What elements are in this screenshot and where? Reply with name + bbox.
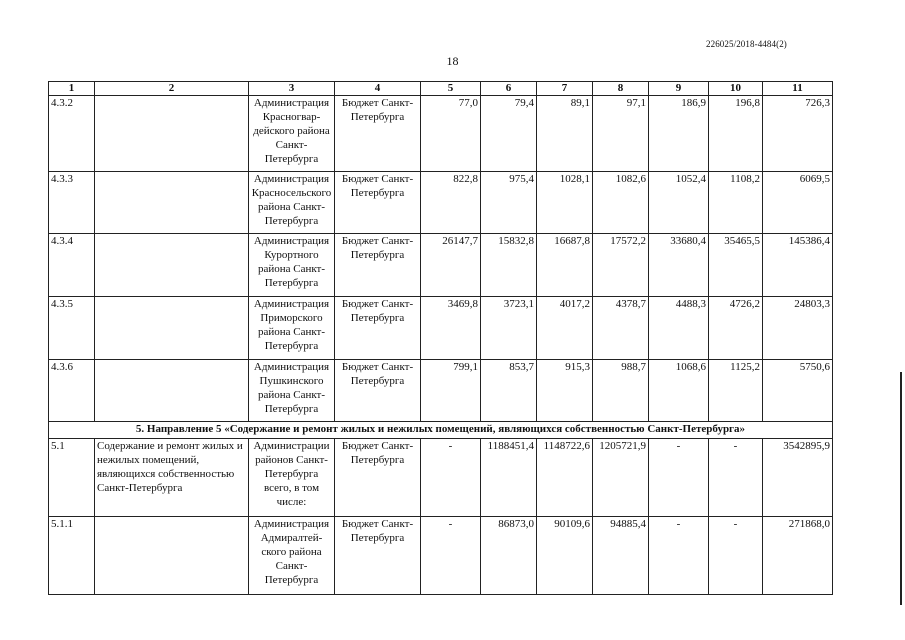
cell-value: 4017,2	[537, 297, 593, 360]
row-executor: Администрация Курортного района Санкт-Петербурга	[249, 234, 335, 297]
cell-value: 1068,6	[649, 360, 709, 422]
cell-value: 799,1	[421, 360, 481, 422]
header-cell: 2	[95, 82, 249, 96]
row-number: 4.3.4	[49, 234, 95, 297]
cell-value: 1205721,9	[593, 439, 649, 517]
table-row	[49, 517, 833, 595]
cell-value: 86873,0	[481, 517, 537, 595]
cell-value: -	[421, 439, 481, 517]
cell-value: 6069,5	[763, 172, 833, 234]
row-source: Бюджет Санкт-Петербурга	[335, 172, 421, 234]
row-source: Бюджет Санкт-Петербурга	[335, 297, 421, 360]
header-cell: 7	[537, 82, 593, 96]
row-executor: Администрация Красногвар-дейского района Санкт-Петербурга	[249, 96, 335, 172]
header-cell: 3	[249, 82, 335, 96]
row-number: 4.3.3	[49, 172, 95, 234]
row-source: Бюджет Санкт-Петербурга	[335, 517, 421, 595]
scan-edge-line	[900, 372, 902, 605]
row-description	[95, 360, 249, 422]
cell-value: -	[421, 517, 481, 595]
row-number: 5.1.1	[49, 517, 95, 595]
row-source: Бюджет Санкт-Петербурга	[335, 439, 421, 517]
cell-value: 853,7	[481, 360, 537, 422]
cell-value: 24803,3	[763, 297, 833, 360]
cell-value: 90109,6	[537, 517, 593, 595]
header-cell: 8	[593, 82, 649, 96]
cell-value: 975,4	[481, 172, 537, 234]
row-executor: Администрация Красносельского района Санкт-Петербурга	[249, 172, 335, 234]
cell-value: -	[649, 439, 709, 517]
cell-value: 5750,6	[763, 360, 833, 422]
cell-value: 726,3	[763, 96, 833, 172]
cell-value: 1148722,6	[537, 439, 593, 517]
header-cell: 10	[709, 82, 763, 96]
header-cell: 6	[481, 82, 537, 96]
row-description	[95, 517, 249, 595]
cell-value: 94885,4	[593, 517, 649, 595]
row-number: 5.1	[49, 439, 95, 517]
row-number: 4.3.6	[49, 360, 95, 422]
cell-value: 4378,7	[593, 297, 649, 360]
section-title: 5. Направление 5 «Содержание и ремонт жилых и нежилых помещений, являющихся собственностью Санкт-Петербурга»	[49, 422, 833, 439]
cell-value: 988,7	[593, 360, 649, 422]
cell-value: 915,3	[537, 360, 593, 422]
row-description	[95, 172, 249, 234]
cell-value: 1052,4	[649, 172, 709, 234]
budget-table	[48, 81, 833, 595]
row-number: 4.3.5	[49, 297, 95, 360]
row-description	[95, 96, 249, 172]
cell-value: 145386,4	[763, 234, 833, 297]
cell-value: 1125,2	[709, 360, 763, 422]
page-number: 18	[446, 54, 459, 68]
table-row	[49, 360, 833, 422]
row-number: 4.3.2	[49, 96, 95, 172]
table-row	[49, 96, 833, 172]
row-description	[95, 234, 249, 297]
cell-value: -	[649, 517, 709, 595]
header-cell: 1	[49, 82, 95, 96]
cell-value: 4726,2	[709, 297, 763, 360]
table-row	[49, 439, 833, 517]
cell-value: 33680,4	[649, 234, 709, 297]
cell-value: 4488,3	[649, 297, 709, 360]
header-cell: 9	[649, 82, 709, 96]
cell-value: 3542895,9	[763, 439, 833, 517]
section-row	[49, 422, 833, 439]
cell-value: 79,4	[481, 96, 537, 172]
document-number: 226025/2018-4484(2)	[706, 39, 787, 49]
header-cell: 5	[421, 82, 481, 96]
row-source: Бюджет Санкт-Петербурга	[335, 96, 421, 172]
cell-value: 271868,0	[763, 517, 833, 595]
header-cell: 4	[335, 82, 421, 96]
table-row	[49, 297, 833, 360]
cell-value: 77,0	[421, 96, 481, 172]
cell-value: 3723,1	[481, 297, 537, 360]
header-cell: 11	[763, 82, 833, 96]
cell-value: 3469,8	[421, 297, 481, 360]
cell-value: 16687,8	[537, 234, 593, 297]
cell-value: -	[709, 439, 763, 517]
cell-value: 89,1	[537, 96, 593, 172]
cell-value: 15832,8	[481, 234, 537, 297]
header-row	[49, 82, 833, 96]
row-source: Бюджет Санкт-Петербурга	[335, 360, 421, 422]
row-executor: Администрация Пушкинского района Санкт-Петербурга	[249, 360, 335, 422]
cell-value: 97,1	[593, 96, 649, 172]
cell-value: 186,9	[649, 96, 709, 172]
row-executor: Администрации районов Санкт-Петербурга всего, в том числе:	[249, 439, 335, 517]
row-source: Бюджет Санкт-Петербурга	[335, 234, 421, 297]
cell-value: 17572,2	[593, 234, 649, 297]
cell-value: 1082,6	[593, 172, 649, 234]
row-description	[95, 297, 249, 360]
cell-value: 35465,5	[709, 234, 763, 297]
row-executor: Администрация Приморского района Санкт-Петербурга	[249, 297, 335, 360]
cell-value: -	[709, 517, 763, 595]
cell-value: 822,8	[421, 172, 481, 234]
cell-value: 26147,7	[421, 234, 481, 297]
row-executor: Администрация Адмиралтей-ского района Санкт-Петербурга	[249, 517, 335, 595]
cell-value: 1188451,4	[481, 439, 537, 517]
cell-value: 196,8	[709, 96, 763, 172]
cell-value: 1108,2	[709, 172, 763, 234]
table-row	[49, 172, 833, 234]
table-row	[49, 234, 833, 297]
cell-value: 1028,1	[537, 172, 593, 234]
row-description: Содержание и ремонт жилых и нежилых помещений, являющихся собственностью Санкт-Петербурга	[95, 439, 249, 517]
